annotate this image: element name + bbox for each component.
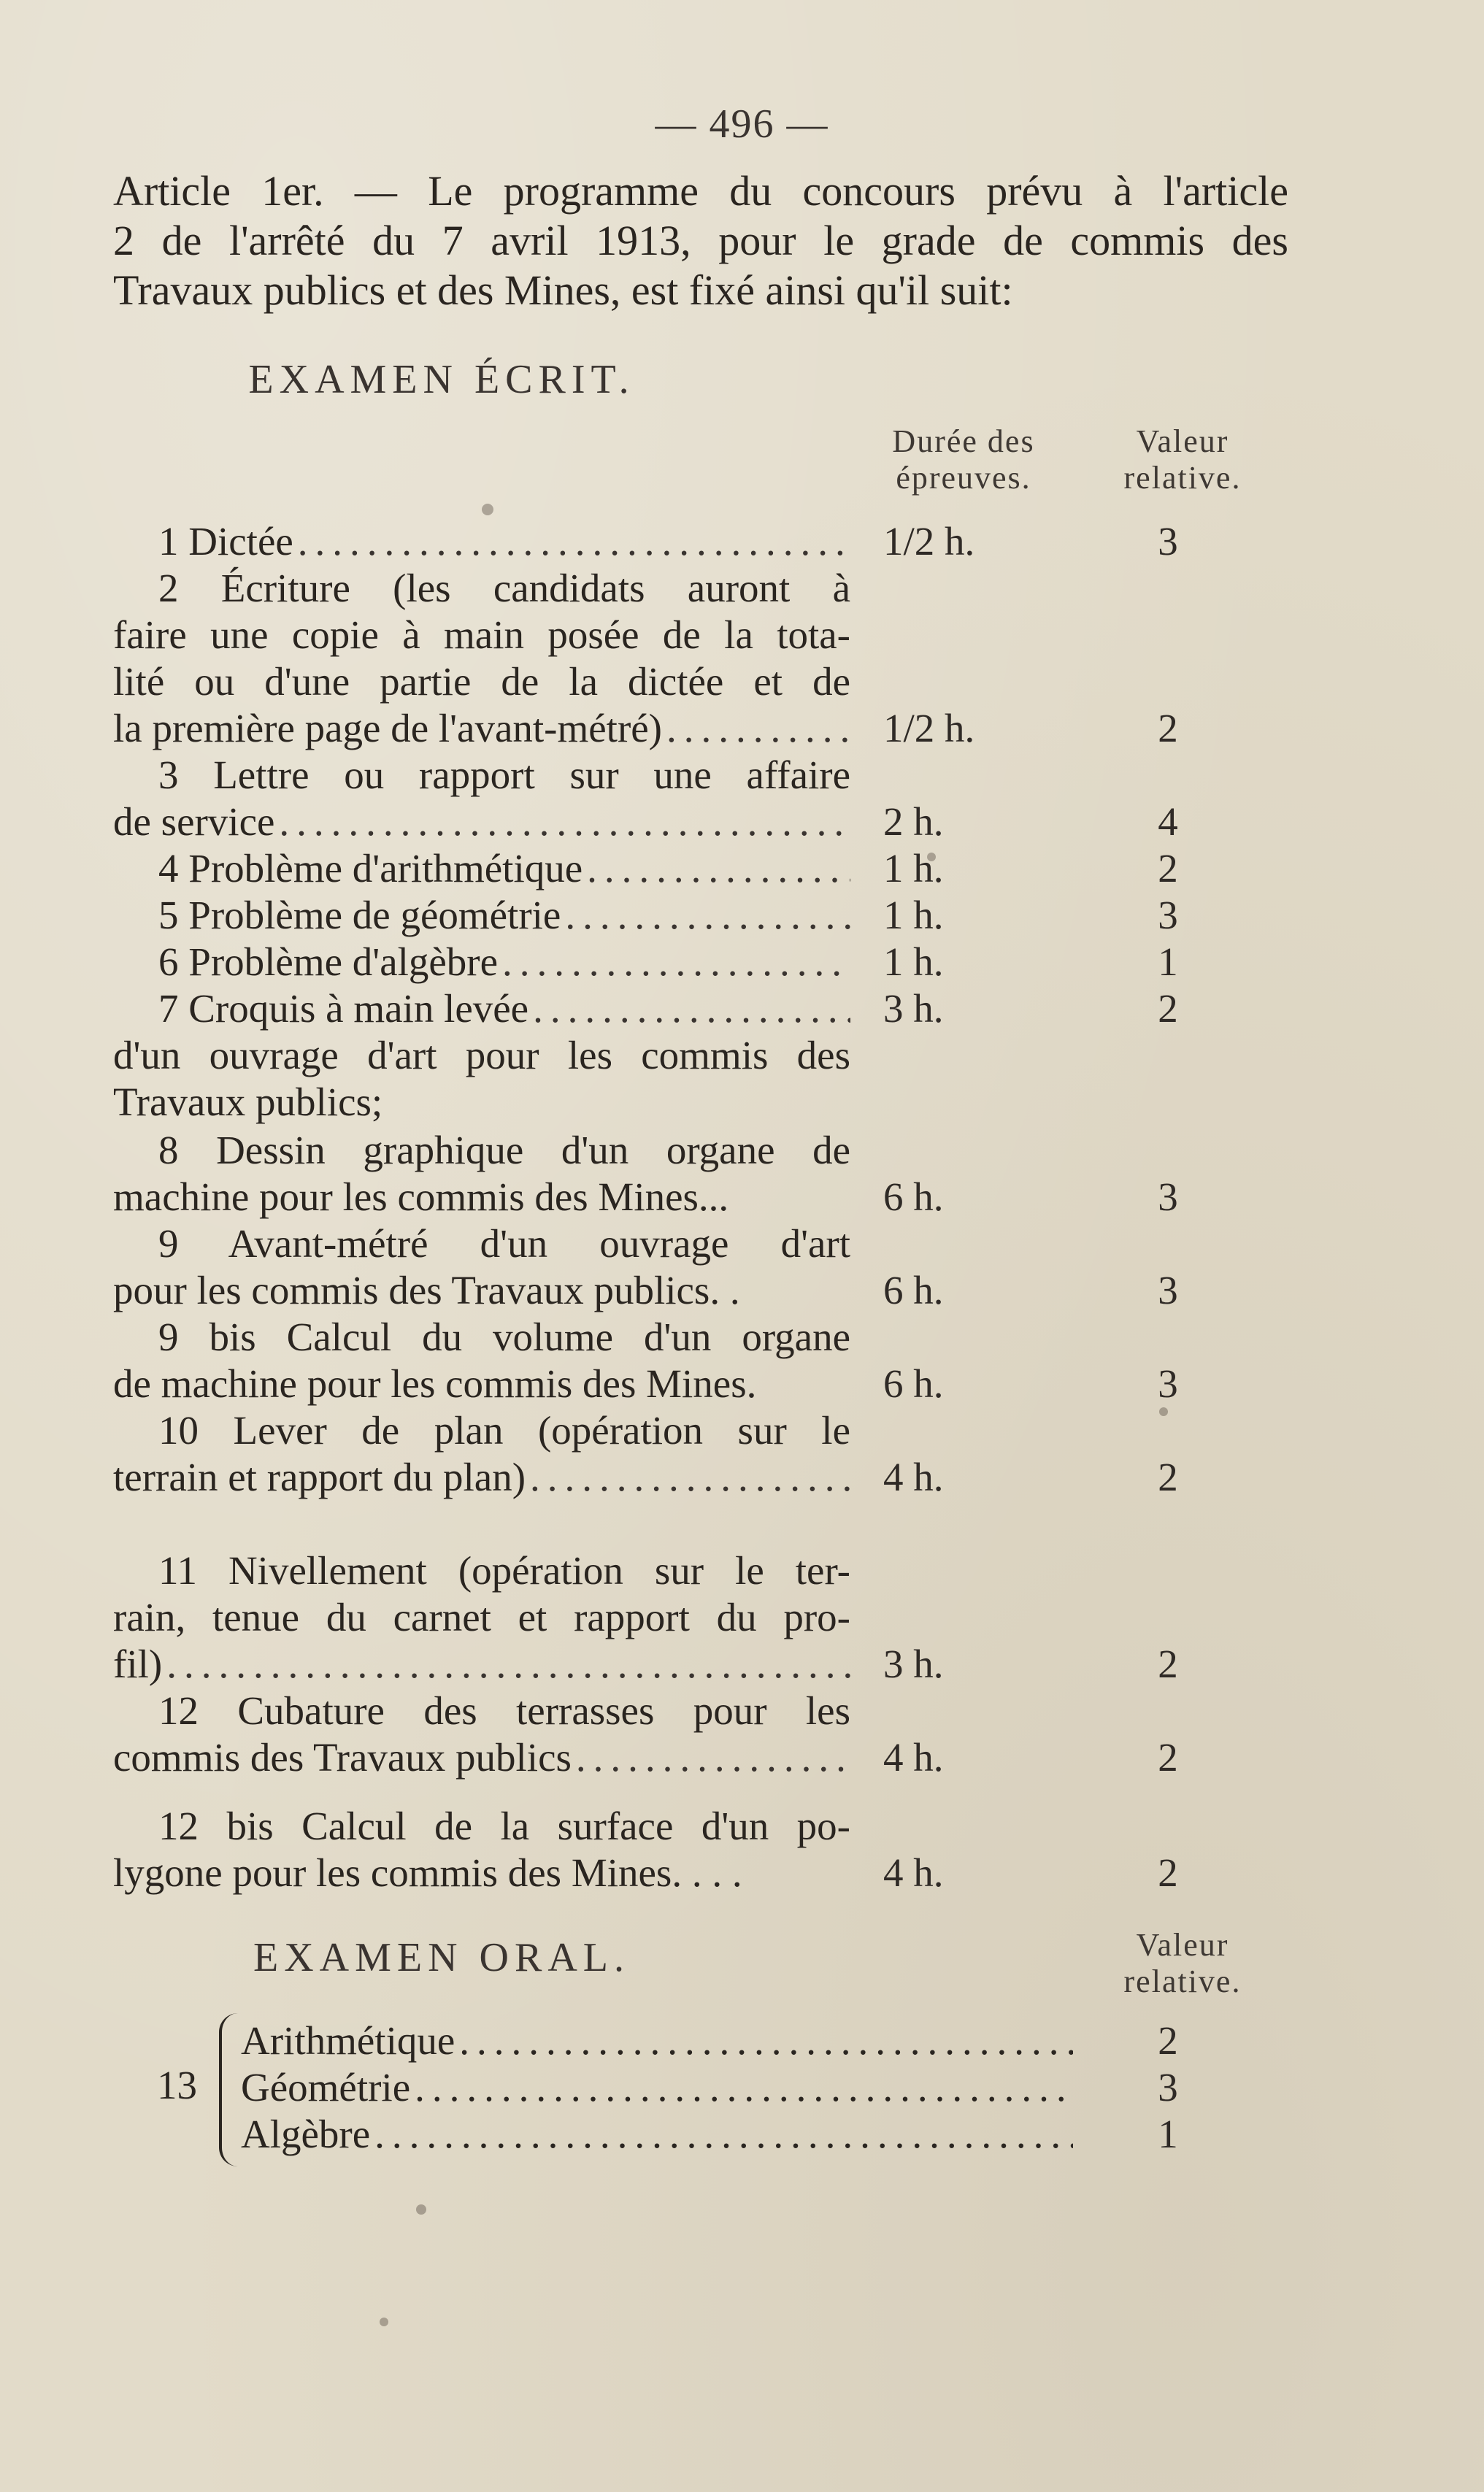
item-line: de machine pour les commis des Mines. <box>113 1361 757 1406</box>
ink-speck <box>380 2318 388 2326</box>
duration-header-line: Durée des <box>892 423 1035 459</box>
written-item <box>113 892 850 939</box>
oral-value-column-header <box>1080 1927 1285 2000</box>
item-value: 2 <box>1158 1455 1178 1499</box>
item-value: 2 <box>1158 706 1178 750</box>
oral-item-value: 2 <box>1158 2018 1178 2063</box>
duration-column-header <box>869 423 1058 496</box>
item-line: de service ..... <box>113 799 850 845</box>
item-duration: 1/2 h. <box>883 706 975 750</box>
oral-item-value: 3 <box>1158 2065 1178 2110</box>
item-line: 3 Lettre ou rapport sur une affaire <box>158 753 850 797</box>
written-item <box>113 1314 850 1407</box>
oral-item <box>241 2064 1073 2111</box>
oral-item <box>241 2111 1073 2158</box>
item-line: 12 Cubature des terrasses pour les <box>158 1688 850 1733</box>
value-header-line: Valeur <box>1136 1927 1229 1963</box>
item-line: d'un ouvrage d'art pour les commis des <box>113 1033 850 1077</box>
item-duration: 3 h. <box>883 986 944 1031</box>
item-duration: 3 h. <box>883 1642 944 1686</box>
item-line: 9 Avant-métré d'un ouvrage d'art <box>158 1221 850 1266</box>
written-item <box>113 939 850 985</box>
item-line: terrain et rapport du plan) ..... <box>113 1454 850 1501</box>
item-line: 11 Nivellement (opération sur le ter- <box>158 1548 850 1593</box>
intro-line: Article 1er. — Le programme du concours prévu à l'article <box>113 167 1288 215</box>
written-item <box>113 1803 850 1896</box>
item-value: 2 <box>1158 1642 1178 1686</box>
brace <box>219 2013 244 2166</box>
written-item <box>113 752 850 845</box>
oral-item <box>241 2018 1073 2064</box>
item-duration: 1 h. <box>883 893 944 937</box>
item-value: 3 <box>1158 1268 1178 1312</box>
oral-item-number: 13 <box>157 2063 197 2107</box>
written-item <box>113 1220 850 1314</box>
item-line: 1 Dictée ..... <box>113 518 850 565</box>
item-line: 8 Dessin graphique d'un organe de <box>158 1128 850 1172</box>
item-line: 9 bis Calcul du volume d'un organe <box>158 1315 850 1359</box>
item-line: 2 Écriture (les candidats auront à <box>158 566 850 610</box>
ink-speck <box>927 853 936 861</box>
ink-speck <box>416 2204 426 2215</box>
item-duration: 4 h. <box>883 1850 944 1895</box>
item-value: 3 <box>1158 893 1178 937</box>
item-line: la première page de l'avant-métré) ..... <box>113 705 850 752</box>
oral-item-value: 1 <box>1158 2112 1178 2156</box>
written-item <box>113 985 850 1126</box>
item-line: lygone pour les commis des Mines. . . . <box>113 1850 742 1895</box>
duration-header-line: épreuves. <box>896 460 1031 496</box>
written-item <box>113 565 850 752</box>
item-duration: 1/2 h. <box>883 519 975 564</box>
page-number: — 496 — <box>655 101 829 147</box>
item-duration: 6 h. <box>883 1361 944 1406</box>
item-line: faire une copie à main posée de la tota- <box>113 612 850 657</box>
item-line: 7 Croquis à main levée ..... <box>113 985 850 1032</box>
item-duration: 2 h. <box>883 799 944 844</box>
item-duration: 1 h. <box>883 846 944 891</box>
item-line: rain, tenue du carnet et rapport du pro- <box>113 1595 850 1639</box>
item-value: 1 <box>1158 939 1178 984</box>
item-line: 6 Problème d'algèbre ..... <box>113 939 850 985</box>
value-column-header <box>1088 423 1277 496</box>
item-value: 2 <box>1158 986 1178 1031</box>
ink-speck <box>1159 1407 1168 1416</box>
written-item <box>113 518 850 565</box>
item-line: 5 Problème de géométrie ..... <box>113 892 850 939</box>
item-line: 12 bis Calcul de la surface d'un po- <box>158 1804 850 1848</box>
oral-exam-title: EXAMEN ORAL. <box>253 1935 630 1980</box>
item-duration: 6 h. <box>883 1268 944 1312</box>
intro-paragraph <box>113 166 1288 315</box>
item-value: 2 <box>1158 1735 1178 1780</box>
item-line: 10 Lever de plan (opération sur le <box>158 1408 850 1453</box>
item-value: 3 <box>1158 519 1178 564</box>
item-line: Travaux publics; <box>113 1080 383 1124</box>
oral-item-line: Géométrie ..... <box>241 2064 1073 2111</box>
value-header-line: relative. <box>1123 460 1242 496</box>
item-line: fil) ..... <box>113 1641 850 1688</box>
written-item <box>113 845 850 892</box>
oral-item-line: Algèbre ..... <box>241 2111 1073 2158</box>
item-line: 4 Problème d'arithmétique ..... <box>113 845 850 892</box>
value-header-line: Valeur <box>1136 423 1229 459</box>
item-line: pour les commis des Travaux publics. . <box>113 1268 740 1312</box>
item-value: 3 <box>1158 1361 1178 1406</box>
oral-item-line: Arithmétique ..... <box>241 2018 1073 2064</box>
value-header-line: relative. <box>1123 1964 1242 1999</box>
item-duration: 4 h. <box>883 1455 944 1499</box>
written-item <box>113 1127 850 1220</box>
written-item <box>113 1688 850 1781</box>
item-value: 4 <box>1158 799 1178 844</box>
written-exam-title: EXAMEN ÉCRIT. <box>248 357 635 402</box>
written-item <box>113 1407 850 1501</box>
ink-speck <box>482 504 493 515</box>
item-line: commis des Travaux publics ..... <box>113 1734 850 1781</box>
item-duration: 4 h. <box>883 1735 944 1780</box>
item-duration: 6 h. <box>883 1174 944 1219</box>
item-value: 3 <box>1158 1174 1178 1219</box>
item-line: machine pour les commis des Mines... <box>113 1174 729 1219</box>
intro-line: 2 de l'arrêté du 7 avril 1913, pour le grade de commis des <box>113 217 1288 264</box>
item-value: 2 <box>1158 846 1178 891</box>
item-value: 2 <box>1158 1850 1178 1895</box>
intro-line: Travaux publics et des Mines, est fixé ainsi qu'il suit: <box>113 266 1013 314</box>
item-duration: 1 h. <box>883 939 944 984</box>
written-item <box>113 1547 850 1688</box>
item-line: lité ou d'une partie de la dictée et de <box>113 659 850 704</box>
